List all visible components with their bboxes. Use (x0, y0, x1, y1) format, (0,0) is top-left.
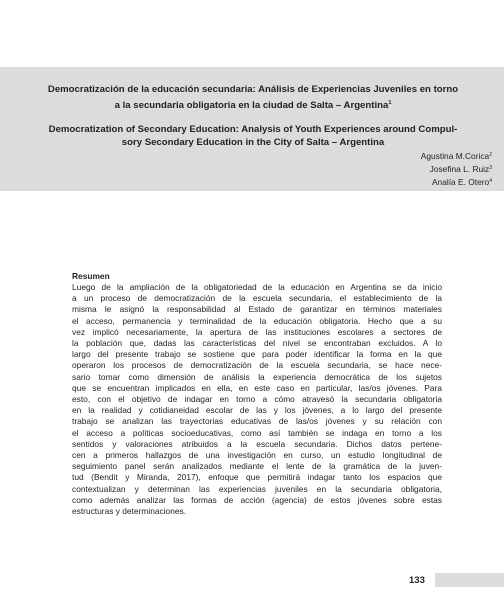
abstract-heading: Resumen (72, 271, 110, 281)
author-name: Analía E. Otero (431, 176, 490, 187)
abstract-line: el acceso a políticas socioeducativas, como así también se indaga en torno a los (72, 427, 442, 438)
abstract-line: tud (Bendit y Miranda, 2017), enfoque que permitirá indagar tanto los espacios que (72, 472, 442, 483)
abstract-line: Luego de la ampliación de la obligatoriedad de la educación en Argentina se da inicio (72, 282, 442, 292)
author-name: Josefina L. Ruiz (429, 163, 490, 174)
author-entry (292, 176, 492, 189)
title-english-line-1: Democratization of Secondary Education: Analysis of Youth Experiences around Compul- (48, 124, 458, 135)
author-footnote-marker: 3 (489, 164, 492, 171)
page-number: 133 (409, 575, 425, 586)
author-footnote-marker: 2 (489, 152, 492, 158)
abstract-line: que se encuentran implicados en ella, en este caso en particular, las/os jóvenes. Para (72, 382, 442, 393)
author-list (292, 150, 492, 188)
abstract-line: largo del presente trabajo se sostiene que para poder identificar la forma en la que (72, 349, 442, 360)
abstract-line: como además analizar las formas de acción (agencia) de estos jóvenes sobre estas (72, 494, 442, 505)
author-entry (292, 150, 492, 163)
title-english-line-2: sory Secondary Education in the City of Salta – Argentina (121, 136, 385, 148)
abstract-line: la población que, dadas las características del nivel se encontraban excluidos. A lo (72, 338, 442, 349)
title-footnote-marker: 1 (388, 99, 392, 106)
title-english (14, 124, 492, 149)
abstract-line: trabajo se analizan las trayectorias educativas de las/os jóvenes y su relación con (72, 416, 442, 427)
author-name: Agustina M.Corica (420, 151, 490, 161)
abstract-line: operaron los procesos de democratización de la escuela secundaria, se hace nece- (72, 360, 442, 371)
abstract-line: a un proceso de democratización de la escuela secundaria, el establecimiento de la (72, 293, 442, 304)
author-footnote-marker: 4 (489, 177, 492, 184)
title-spanish-line-2: a la secundaria obligatoria en la ciudad de Salta – Argentina (114, 99, 389, 111)
abstract-body (72, 282, 442, 517)
title-spanish (14, 84, 492, 112)
abstract-line: esto, con el objetivo de indagar en torno a cómo atravesó la secundaria obligatoria (72, 394, 442, 405)
abstract-line: misma le asignó la responsabilidad al Estado de garantizar en términos materiales (72, 304, 442, 315)
abstract-line: vez implicó necesariamente, la apertura de las instituciones escolares a sectores de (72, 326, 442, 337)
title-spanish-line-1: Democratización de la educación secundaria: Análisis de Experiencias Juveniles en torno (47, 84, 459, 95)
abstract-line: el acceso, permanencia y terminalidad de la educación obligatoria. Hecho que a su (72, 315, 442, 326)
abstract-line: sentidos y valoraciones atribuidos a la escuela secundaria. Dichos datos pertene- (72, 438, 442, 449)
abstract-line: seguimiento panel serán analizados mediante el lente de la gramática de la juven- (72, 461, 442, 472)
abstract-line: cen a primeros hallazgos de una investigación en curso, un estudio longitudinal de (72, 450, 442, 461)
abstract-line: sario tomar como dimensión de análisis la experiencia democrática de los sujetos (72, 371, 442, 382)
abstract-line: en la realidad y cotidianeidad escolar de las y los jóvenes, a lo largo del presente (72, 405, 442, 416)
abstract-line: contextualizan y determinan las experiencias juveniles en la secundaria obligatoria, (72, 483, 442, 494)
author-entry (292, 163, 492, 176)
abstract-line: estructuras y determinaciones. (72, 506, 187, 517)
page-number-tab (435, 573, 504, 587)
abstract-section (72, 271, 442, 517)
